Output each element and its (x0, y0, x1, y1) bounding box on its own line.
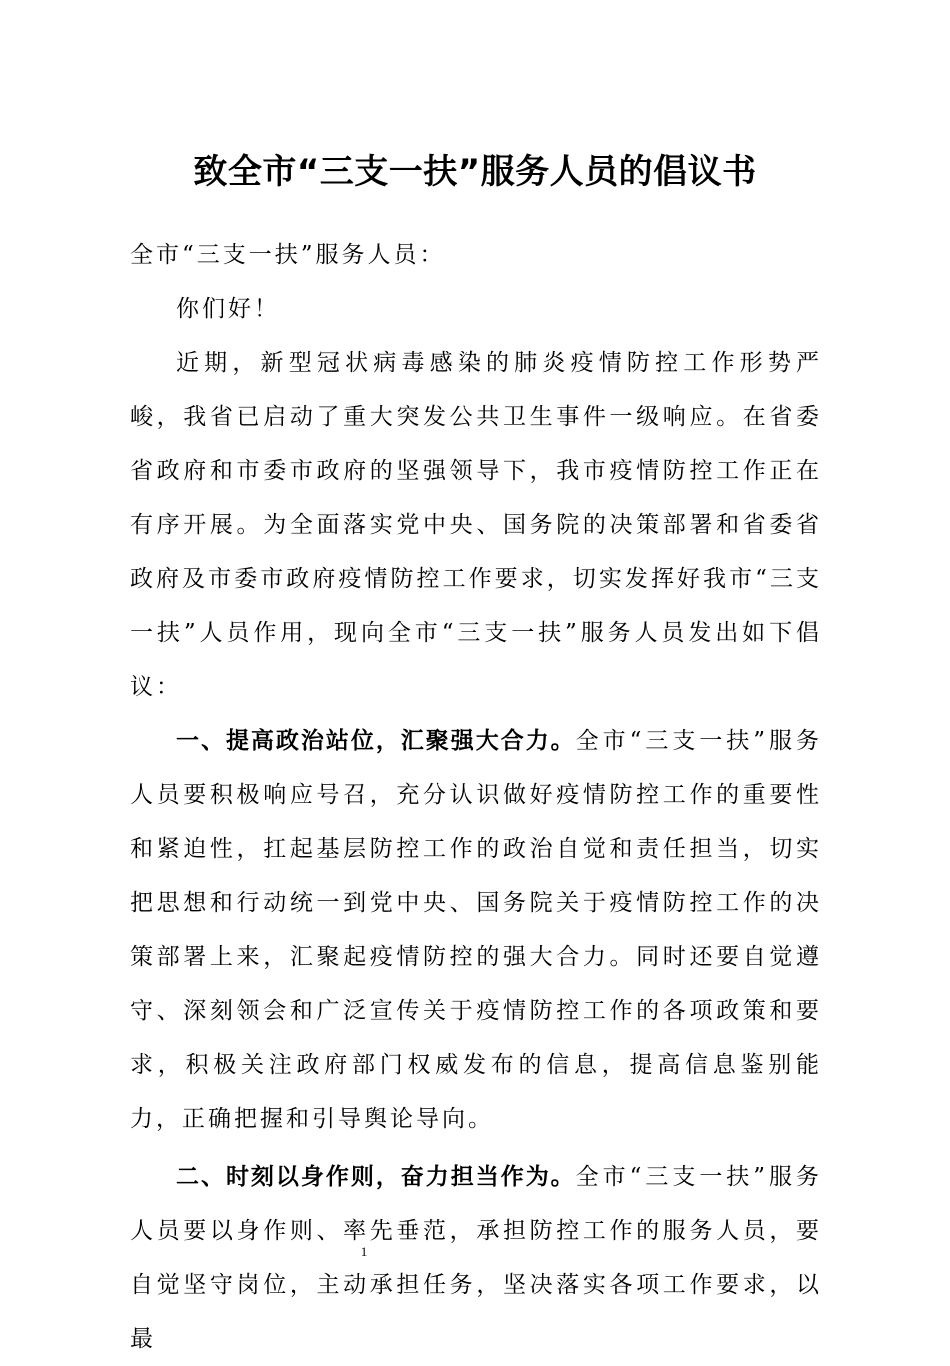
document-body (130, 228, 822, 1366)
salutation: 全市“三支一扶”服务人员： (130, 242, 446, 268)
greeting: 你们好！ (176, 296, 280, 322)
section-heading-1: 一、提高政治站位，汇聚强大合力。 (176, 728, 576, 754)
section-text-2: 全市“三支一扶”服务人员要以身作则、率先垂范，承担防控工作的服务人员，要自觉坚守岗位，主动承担任务，坚决落实各项工作要求，以最 (130, 1164, 822, 1352)
section-text-1: 全市“三支一扶”服务人员要积极响应号召，充分认识做好疫情防控工作的重要性和紧迫性，扛起基层防控工作的政治自觉和责任担当，切实把思想和行动统一到党中央、国务院关于疫情防控工作的决策部署上来，汇聚起疫情防控的强大合力。同时还要自觉遵守、深刻领会和广泛宣传关于疫情防控工作的各项政策和要求，积极关注政府部门权威发布的信息，提高信息鉴别能力，正确把握和引导舆论导向。 (130, 728, 822, 1132)
intro-paragraph: 近期，新型冠状病毒感染的肺炎疫情防控工作形势严峻，我省已启动了重大突发公共卫生事件一级响应。在省委省政府和市委市政府的坚强领导下，我市疫情防控工作正在有序开展。为全面落实党中央、国务院的决策部署和省委省政府及市委市政府疫情防控工作要求，切实发挥好我市“三支一扶”人员作用，现向全市“三支一扶”服务人员发出如下倡议： (130, 350, 822, 700)
section-paragraph-1 (130, 714, 822, 1146)
page-number: 1 (360, 1244, 368, 1259)
document-title: 致全市“三支一扶”服务人员的倡议书 (193, 152, 757, 192)
section-heading-2: 二、时刻以身作则，奋力担当作为。 (176, 1164, 576, 1190)
